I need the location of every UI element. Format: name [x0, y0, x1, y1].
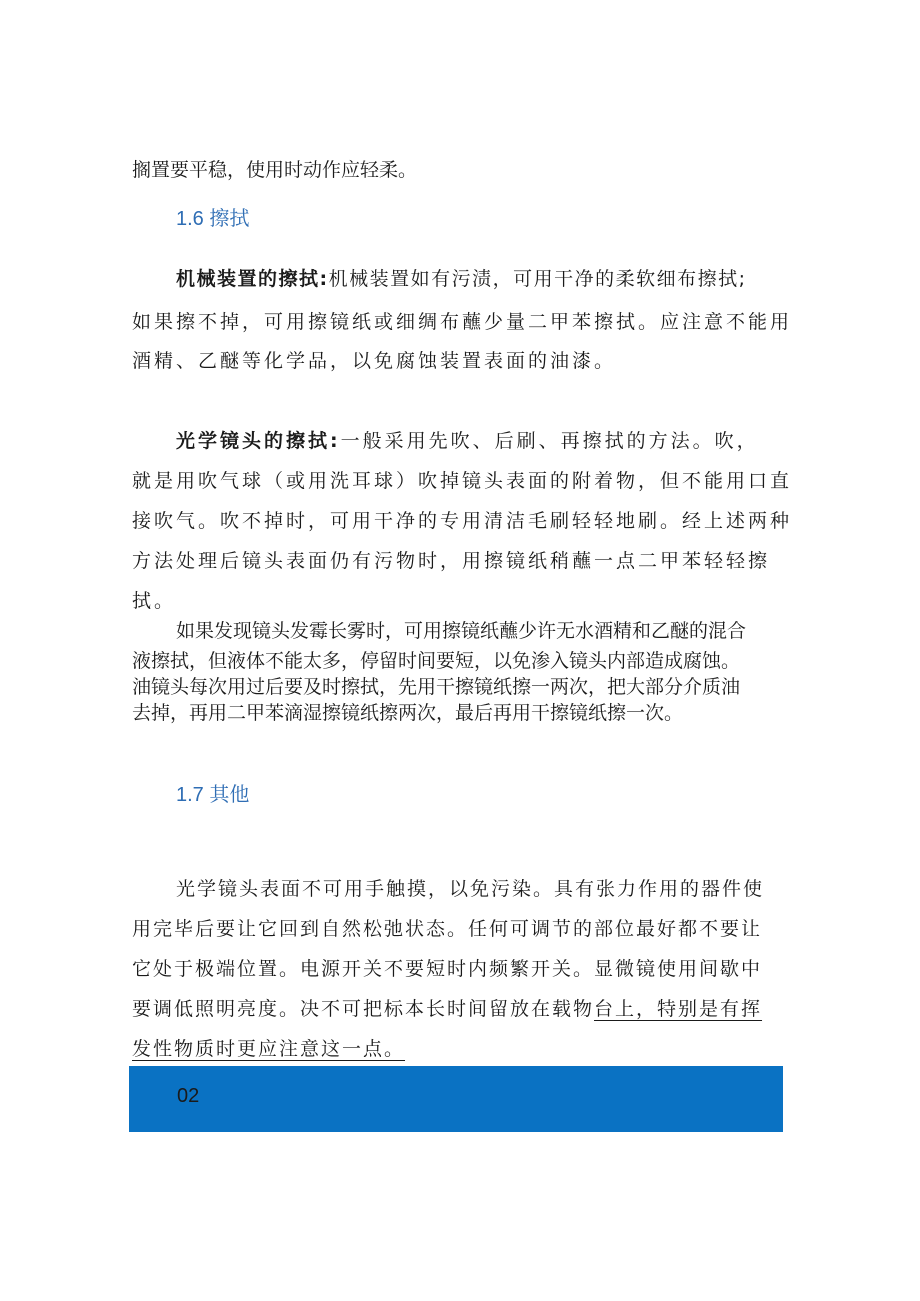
optical-line1-rest: 一般采用先吹、后刷、再擦拭的方法。吹， — [340, 430, 759, 452]
mechanical-para-line3: 酒精、乙醚等化学品，以免腐蚀装置表面的油漆。 — [132, 350, 617, 372]
mechanical-para-line2: 如果擦不掉，可用擦镜纸或细绸布蘸少量二甲苯擦拭。应注意不能用 — [132, 311, 793, 333]
other-para-line2: 用完毕后要让它回到自然松弛状态。任何可调节的部位最好都不要让 — [132, 918, 763, 940]
mold-para-line1: 如果发现镜头发霉长雾时，可用擦镜纸蘸少许无水酒精和乙醚的混合 — [176, 620, 747, 642]
mold-para-line3: 油镜头每次用过后要及时擦拭，先用干擦镜纸擦一两次，把大部分介质油 — [132, 676, 741, 698]
section-banner — [129, 1066, 783, 1132]
prev-tail-text: 搁置要平稳，使用时动作应轻柔。 — [132, 159, 418, 181]
mold-para-line4: 去掉，再用二甲苯滴湿擦镜纸擦两次，最后再用干擦镜纸擦一次。 — [132, 702, 684, 724]
other-line4-underlined: 台上，特别是有挥 — [594, 998, 763, 1020]
heading-1-6: 1.6 擦拭 — [176, 208, 250, 230]
other-line5-underlined: 发性物质时更应注意这一点。 — [132, 1038, 406, 1060]
optical-para-line5: 拭。 — [132, 590, 177, 612]
heading-1-7: 1.7 其他 — [176, 784, 250, 806]
other-line4-plain: 要调低照明亮度。决不可把标本长时间留放在载物 — [132, 998, 595, 1020]
other-para-line1: 光学镜头表面不可用手触摸，以免污染。具有张力作用的器件使 — [176, 878, 765, 900]
other-para-line5 — [132, 1038, 782, 1060]
optical-para-line3: 接吹气。吹不掉时，可用干净的专用清洁毛刷轻轻地刷。经上述两种 — [132, 510, 793, 532]
optical-para-line1 — [132, 430, 826, 452]
other-para-line4 — [132, 998, 782, 1020]
optical-label: 光学镜头的擦拭: — [176, 430, 341, 452]
mold-para-line2: 液擦拭，但液体不能太多，停留时间要短，以免渗入镜头内部造成腐蚀。 — [132, 650, 741, 672]
mechanical-label: 机械装置的擦拭: — [176, 268, 329, 290]
prev-section-tail — [132, 159, 782, 181]
optical-para-line2: 就是用吹气球（或用洗耳球）吹掉镜头表面的附着物，但不能用口直 — [132, 470, 793, 492]
mechanical-para-line1 — [132, 268, 826, 290]
banner-label: 02 — [177, 1085, 200, 1107]
optical-para-line4: 方法处理后镜头表面仍有污物时，用擦镜纸稍蘸一点二甲苯轻轻擦 — [132, 550, 771, 572]
other-para-line3: 它处于极端位置。电源开关不要短时内频繁开关。显微镜使用间歇中 — [132, 958, 763, 980]
mechanical-line1-rest: 机械装置如有污渍，可用干净的柔软细布擦拭; — [328, 268, 747, 290]
